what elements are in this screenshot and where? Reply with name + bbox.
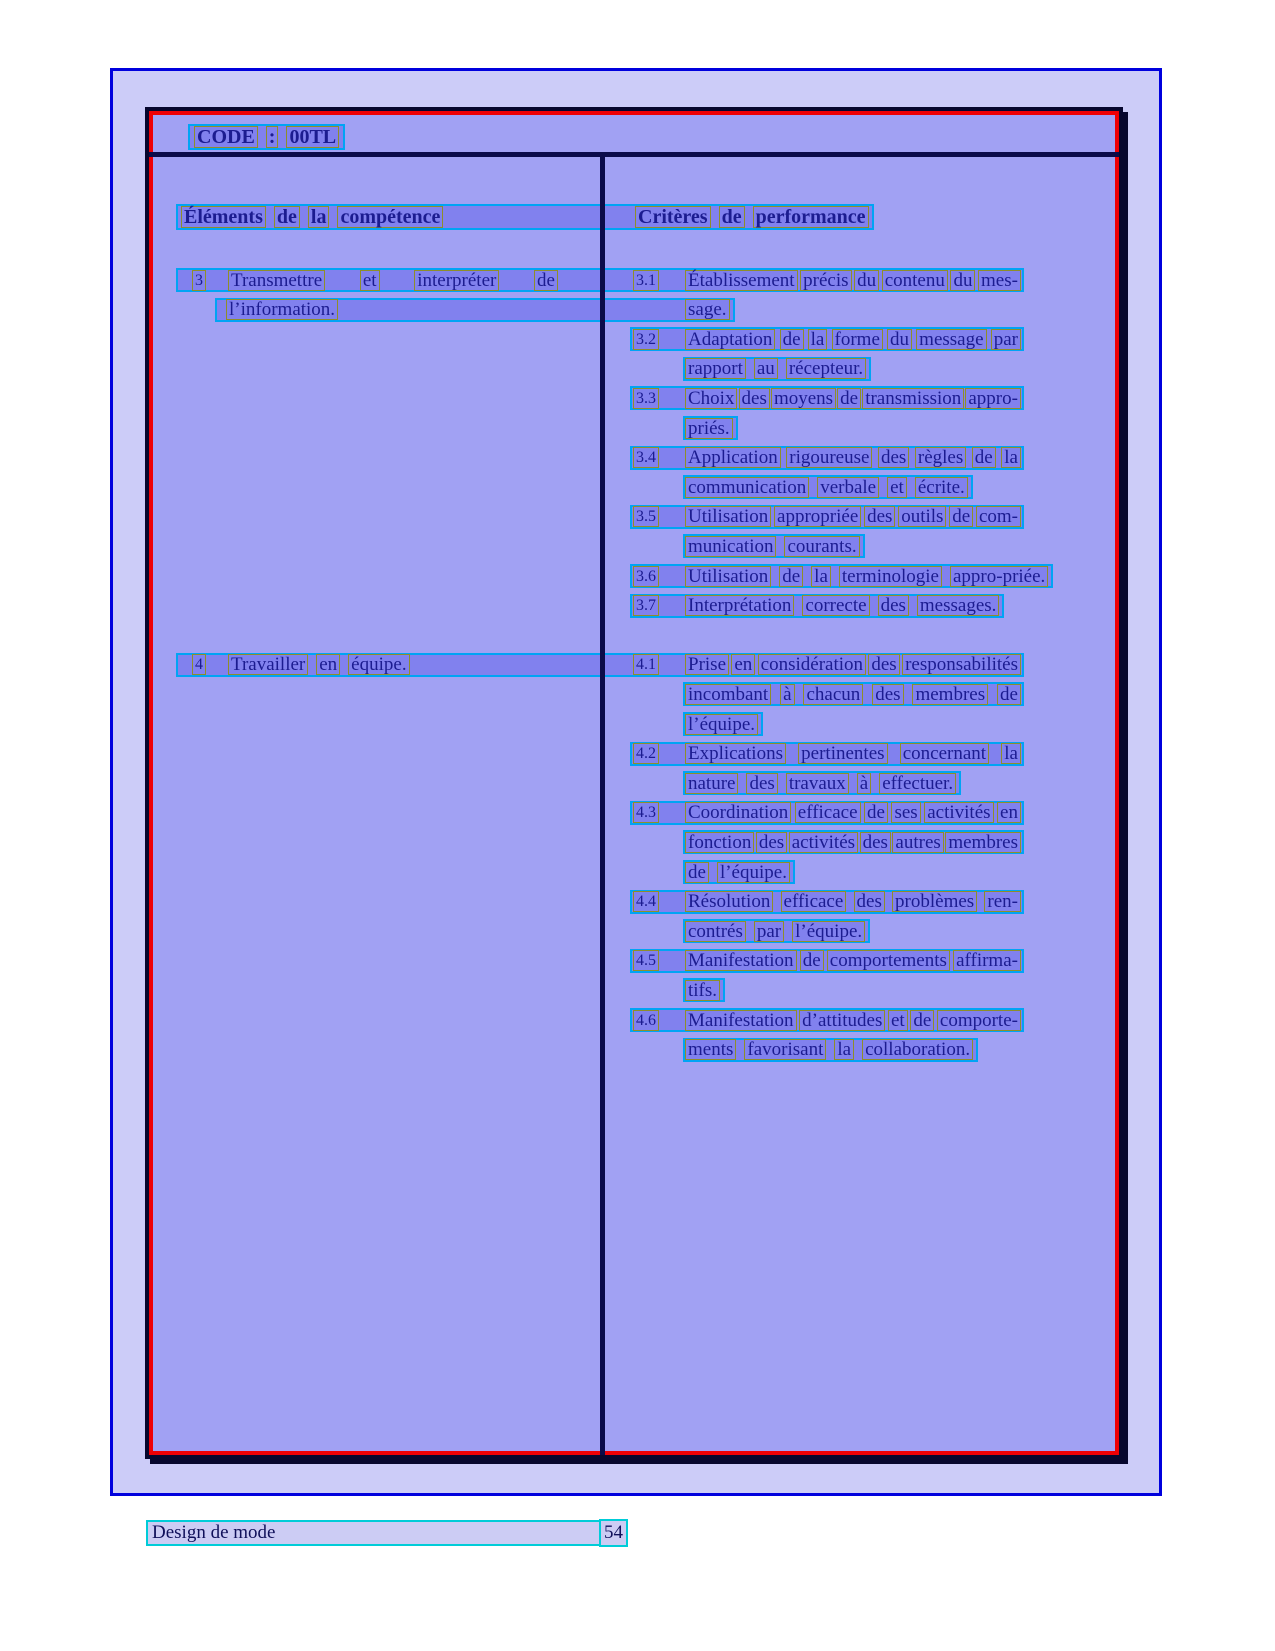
- word: efficace: [795, 802, 861, 823]
- word: chacun: [803, 684, 863, 705]
- word: 3: [192, 270, 206, 291]
- word: des: [854, 891, 885, 912]
- word: membres: [945, 832, 1021, 853]
- word: Travailler: [228, 654, 308, 675]
- word: l’équipe.: [717, 862, 790, 883]
- text-row-band: [683, 919, 870, 943]
- word: du: [854, 270, 879, 291]
- word: Établissement: [685, 270, 798, 291]
- word: de: [274, 206, 300, 228]
- word: mes-: [978, 270, 1021, 291]
- footer-band: [146, 1520, 628, 1546]
- text-row-band: [630, 801, 1024, 825]
- word: sage.: [685, 299, 730, 320]
- criterion-text-line: [685, 921, 865, 942]
- criterion-text-line: [685, 743, 1021, 764]
- criterion-text-line: [685, 1039, 973, 1060]
- text-row-band: [630, 594, 1004, 618]
- word: l’information.: [226, 299, 338, 320]
- word: Manifestation: [685, 1010, 797, 1031]
- word: d’attitudes: [799, 1010, 885, 1031]
- word: rigoureuse: [786, 447, 872, 468]
- word: Coordination: [685, 802, 791, 823]
- word: de: [780, 329, 804, 350]
- word: au: [754, 358, 778, 379]
- word: appro-: [965, 388, 1021, 409]
- word: communication: [685, 477, 809, 498]
- text-row-band: [683, 534, 865, 558]
- word: fonction: [685, 832, 754, 853]
- word: performance: [753, 206, 869, 228]
- word: écrite.: [915, 477, 968, 498]
- criterion-text-line: [685, 862, 790, 883]
- word: 3.4: [633, 447, 659, 468]
- text-row-band: [683, 830, 1024, 854]
- word: en: [997, 802, 1021, 823]
- column-divider-rule: [600, 157, 605, 1455]
- word: affirma-: [953, 950, 1021, 971]
- criterion-text-line: [685, 684, 1021, 705]
- word: ses: [891, 802, 920, 823]
- criterion-number: [633, 270, 685, 291]
- word: du: [887, 329, 912, 350]
- right-column-header: [635, 206, 869, 228]
- criterion-text-line: [685, 802, 1021, 823]
- word: des: [872, 684, 903, 705]
- word: tifs.: [685, 980, 720, 1001]
- criterion-number: [633, 802, 685, 823]
- word: Interprétation: [685, 595, 794, 616]
- text-row-band: [630, 890, 1024, 914]
- word: autres: [892, 832, 943, 853]
- word: des: [756, 832, 787, 853]
- word: efficace: [781, 891, 847, 912]
- word: des: [878, 595, 909, 616]
- criterion-text-line: [685, 506, 1021, 527]
- word: en: [316, 654, 340, 675]
- word: transmission: [862, 388, 964, 409]
- word: du: [950, 270, 975, 291]
- text-row-band: [683, 712, 763, 736]
- word: des: [878, 447, 909, 468]
- word: Transmettre: [228, 270, 325, 291]
- criterion-number: [633, 950, 685, 971]
- criterion-number: [633, 743, 685, 764]
- word: Utilisation: [685, 506, 771, 527]
- text-row-band: [630, 386, 1024, 410]
- text-row-band: [683, 475, 973, 499]
- word: com-: [976, 506, 1021, 527]
- criterion-text-line: [685, 299, 730, 320]
- word: ments: [685, 1039, 736, 1060]
- word: membres: [912, 684, 988, 705]
- criterion-text-line: [685, 832, 1021, 853]
- word: 00TL: [286, 126, 339, 148]
- criterion-text-line: [685, 358, 866, 379]
- word: nature: [685, 773, 738, 794]
- criterion-text-line: [685, 714, 758, 735]
- criterion-text-line: [685, 595, 999, 616]
- word: correcte: [802, 595, 869, 616]
- text-row-band: [630, 742, 1024, 766]
- word: de: [534, 270, 558, 291]
- text-row-band: [215, 298, 735, 322]
- word: de: [949, 506, 973, 527]
- criterion-text-line: [685, 477, 968, 498]
- word: des: [868, 654, 899, 675]
- text-row-band: [630, 564, 1053, 588]
- code-band: [188, 124, 345, 150]
- word: précis: [800, 270, 851, 291]
- word: de: [910, 1010, 934, 1031]
- word: par: [754, 921, 784, 942]
- word: la: [308, 206, 330, 228]
- word: priés.: [685, 418, 733, 439]
- text-row-band: [683, 416, 738, 440]
- code-label: [194, 126, 339, 148]
- word: 3.6: [633, 566, 659, 587]
- word: Critères: [635, 206, 711, 228]
- word: travaux: [786, 773, 849, 794]
- word: 4.2: [633, 743, 659, 764]
- text-row-band: [630, 1008, 1024, 1032]
- word: 4.1: [633, 654, 659, 675]
- word: des: [739, 388, 770, 409]
- word: par: [991, 329, 1021, 350]
- left-column-header: [181, 206, 635, 228]
- word: la: [1001, 447, 1021, 468]
- word: Résolution: [685, 891, 773, 912]
- word: contenu: [882, 270, 948, 291]
- criterion-number: [633, 329, 685, 350]
- word: la: [811, 566, 831, 587]
- word: outils: [898, 506, 946, 527]
- text-row-band: [630, 505, 1024, 529]
- criterion-text-line: [685, 950, 1021, 971]
- word: appro-priée.: [950, 566, 1048, 587]
- criterion-text-line: [685, 1010, 1021, 1031]
- word: concernant: [900, 743, 989, 764]
- word: Choix: [685, 388, 737, 409]
- word: 3.1: [633, 270, 659, 291]
- criterion-text-line: [685, 891, 1021, 912]
- criterion-number: [633, 506, 685, 527]
- element-number: [192, 654, 228, 675]
- column-headers-band: [176, 204, 874, 230]
- text-row-band: [683, 860, 795, 884]
- word: collaboration.: [862, 1039, 973, 1060]
- text-row-band: [683, 978, 725, 1002]
- word: Éléments: [181, 206, 266, 228]
- word: activités: [789, 832, 858, 853]
- criterion-text-line: [685, 447, 1021, 468]
- criterion-number: [633, 1010, 685, 1031]
- text-row-band: [683, 1038, 978, 1062]
- word: 3.5: [633, 506, 659, 527]
- word: de: [997, 684, 1021, 705]
- criterion-text-line: [685, 654, 1021, 675]
- text-row-band: [630, 446, 1024, 470]
- word: moyens: [771, 388, 836, 409]
- text-row-band: [630, 949, 1024, 973]
- word: incombant: [685, 684, 771, 705]
- word: Application: [685, 447, 781, 468]
- criterion-number: [633, 654, 685, 675]
- word: 4.4: [633, 891, 659, 912]
- word: effectuer.: [879, 773, 956, 794]
- word: l’équipe.: [792, 921, 865, 942]
- word: la: [834, 1039, 854, 1060]
- word: :: [266, 126, 279, 148]
- criterion-text-line: [685, 980, 720, 1001]
- word: rapport: [685, 358, 746, 379]
- word: munication: [685, 536, 776, 557]
- element-text-line: [226, 299, 556, 320]
- criterion-text-line: [685, 418, 733, 439]
- element-text-line: [228, 654, 558, 675]
- word: ren-: [984, 891, 1021, 912]
- word: compétence: [337, 206, 443, 228]
- word: équipe.: [348, 654, 409, 675]
- element-number: [192, 270, 228, 291]
- word: comportements: [827, 950, 950, 971]
- word: CODE: [194, 126, 258, 148]
- word: 4.5: [633, 950, 659, 971]
- word: de: [719, 206, 745, 228]
- criterion-text-line: [685, 388, 1021, 409]
- word: de: [685, 862, 709, 883]
- word: 3.2: [633, 329, 659, 350]
- word: et: [887, 477, 907, 498]
- word: des: [746, 773, 777, 794]
- word: messages.: [917, 595, 1000, 616]
- criterion-text-line: [685, 536, 860, 557]
- criterion-number: [633, 447, 685, 468]
- text-row-band: [630, 327, 1024, 351]
- word: message: [916, 329, 986, 350]
- word: 4.3: [633, 802, 659, 823]
- word: comporte-: [937, 1010, 1021, 1031]
- criterion-text-line: [685, 270, 1021, 291]
- criterion-number: [633, 566, 685, 587]
- criterion-number: [633, 595, 685, 616]
- word: Explications: [685, 743, 786, 764]
- word: règles: [915, 447, 966, 468]
- word: Prise: [685, 654, 729, 675]
- word: de: [800, 950, 824, 971]
- footer-document-title: Design de mode: [152, 1522, 276, 1543]
- word: favorisant: [744, 1039, 826, 1060]
- word: des: [860, 832, 891, 853]
- word: de: [837, 388, 861, 409]
- criterion-number: [633, 891, 685, 912]
- word: contrés: [685, 921, 746, 942]
- word: terminologie: [839, 566, 942, 587]
- word: 4: [192, 654, 206, 675]
- word: problèmes: [892, 891, 977, 912]
- text-row-band: [683, 771, 961, 795]
- header-separator-rule: [149, 152, 1119, 157]
- word: interpréter: [414, 270, 499, 291]
- word: Adaptation: [685, 329, 775, 350]
- footer-page-number: 54: [599, 1519, 628, 1547]
- word: courants.: [784, 536, 859, 557]
- word: forme: [832, 329, 883, 350]
- word: 3.3: [633, 388, 659, 409]
- word: de: [864, 802, 888, 823]
- word: appropriée: [774, 506, 861, 527]
- word: et: [888, 1010, 908, 1031]
- criterion-text-line: [685, 773, 956, 794]
- criterion-text-line: [685, 329, 1021, 350]
- text-row-band: [683, 682, 1024, 706]
- word: 3.7: [633, 595, 659, 616]
- word: considération: [758, 654, 866, 675]
- word: des: [864, 506, 895, 527]
- word: Manifestation: [685, 950, 797, 971]
- element-text-line: [228, 270, 558, 291]
- word: responsabilités: [902, 654, 1021, 675]
- criterion-text-line: [685, 566, 1048, 587]
- word: l’équipe.: [685, 714, 758, 735]
- word: récepteur.: [786, 358, 866, 379]
- word: activités: [924, 802, 993, 823]
- word: Utilisation: [685, 566, 771, 587]
- word: pertinentes: [798, 743, 887, 764]
- word: et: [360, 270, 380, 291]
- word: 4.6: [633, 1010, 659, 1031]
- word: la: [1001, 743, 1021, 764]
- word: à: [857, 773, 871, 794]
- criterion-number: [633, 388, 685, 409]
- word: de: [779, 566, 803, 587]
- text-row-band: [683, 357, 871, 381]
- word: à: [780, 684, 794, 705]
- word: en: [731, 654, 755, 675]
- word: la: [808, 329, 828, 350]
- word: verbale: [817, 477, 879, 498]
- word: de: [972, 447, 996, 468]
